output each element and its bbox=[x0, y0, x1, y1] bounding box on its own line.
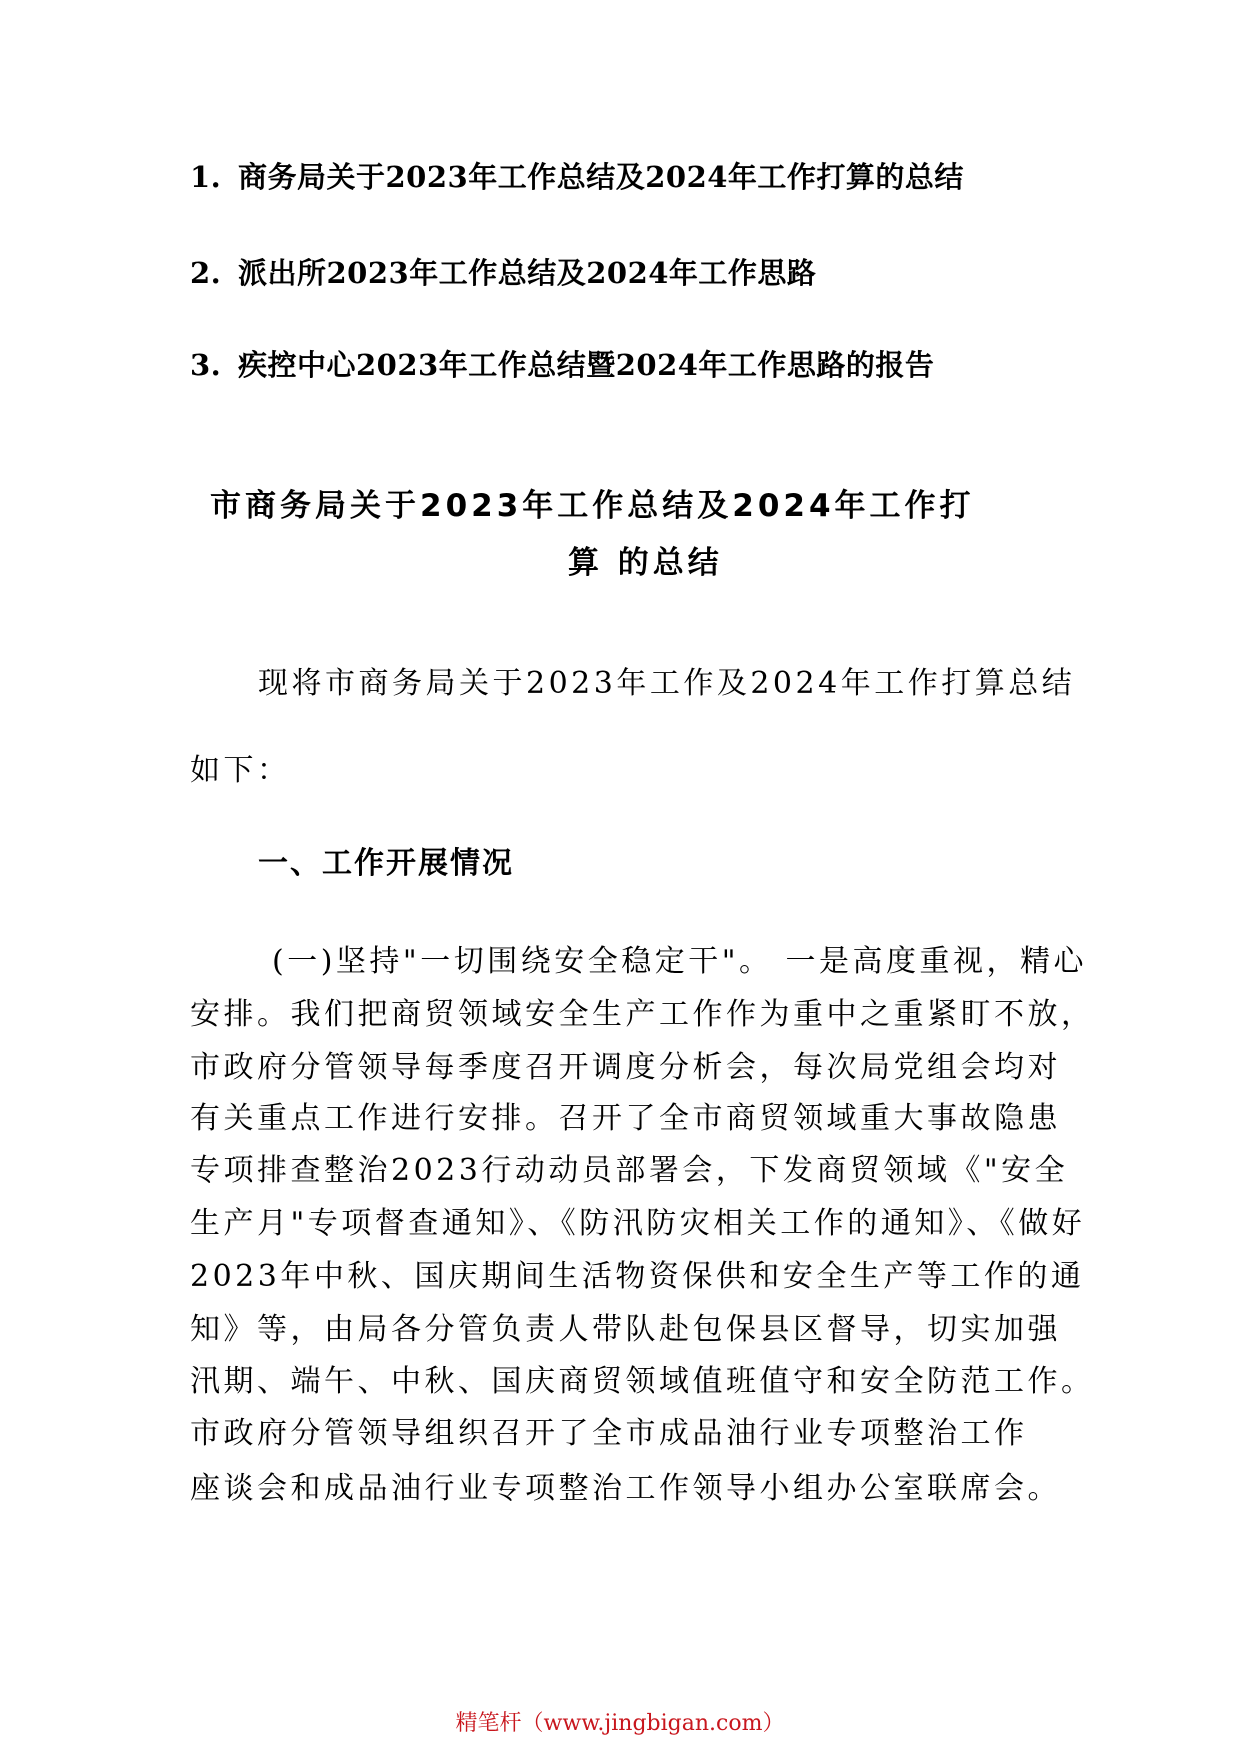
section-heading: 一、工作开展情况 bbox=[258, 846, 514, 881]
toc-text: 疾控中心2023年工作总结暨2024年工作思路的报告 bbox=[238, 348, 935, 382]
toc-item-2 bbox=[190, 251, 816, 292]
paragraph-line: 专项排查整治2023行动动员部署会，下发商贸领域《"安全 bbox=[190, 1153, 1069, 1188]
intro-line-1: 现将市商务局关于2023年工作及2024年工作打算总结 bbox=[258, 666, 1076, 701]
document-title-line-1: 市商务局关于2023年工作总结及2024年工作打 bbox=[210, 488, 975, 524]
paragraph-line: 2023年中秋、国庆期间生活物资保供和安全生产等工作的通 bbox=[190, 1259, 1085, 1294]
paragraph-line: 座谈会和成品油行业专项整治工作领导小组办公室联席会。 bbox=[190, 1471, 1061, 1506]
paragraph-line: 生产月"专项督查通知》、《防汛防灾相关工作的通知》、《做好 bbox=[190, 1206, 1086, 1241]
toc-text: 商务局关于2023年工作总结及2024年工作打算的总结 bbox=[238, 160, 964, 194]
paragraph-line: 知》等，由局各分管负责人带队赴包保县区督导，切实加强 bbox=[190, 1312, 1061, 1347]
paragraph-line: 汛期、端午、中秋、国庆商贸领域值班值守和安全防范工作。 bbox=[190, 1364, 1095, 1399]
toc-item-3 bbox=[190, 343, 934, 384]
paragraph-line: 市政府分管领导组织召开了全市成品油行业专项整治工作 bbox=[190, 1416, 1028, 1451]
intro-line-2: 如下： bbox=[190, 753, 291, 788]
paragraph-line: 安排。我们把商贸领域安全生产工作作为重中之重紧盯不放， bbox=[190, 997, 1095, 1032]
toc-number: 2. bbox=[190, 256, 222, 290]
toc-text: 派出所2023年工作总结及2024年工作思路 bbox=[238, 256, 817, 290]
paragraph-line: 市政府分管领导每季度召开调度分析会，每次局党组会均对 bbox=[190, 1050, 1061, 1085]
toc-number: 1. bbox=[190, 160, 222, 194]
document-title-line-2: 算 的总结 bbox=[568, 545, 723, 581]
toc-item-1 bbox=[190, 155, 964, 196]
paragraph-line: 有关重点工作进行安排。召开了全市商贸领域重大事故隐患 bbox=[190, 1101, 1061, 1136]
toc-number: 3. bbox=[190, 348, 222, 382]
footer-source-link[interactable]: 精笔杆（www.jingbigan.com） bbox=[455, 1711, 785, 1736]
paragraph-line: (一)坚持"一切围绕安全稳定干"。 一是高度重视，精心 bbox=[272, 944, 1088, 979]
